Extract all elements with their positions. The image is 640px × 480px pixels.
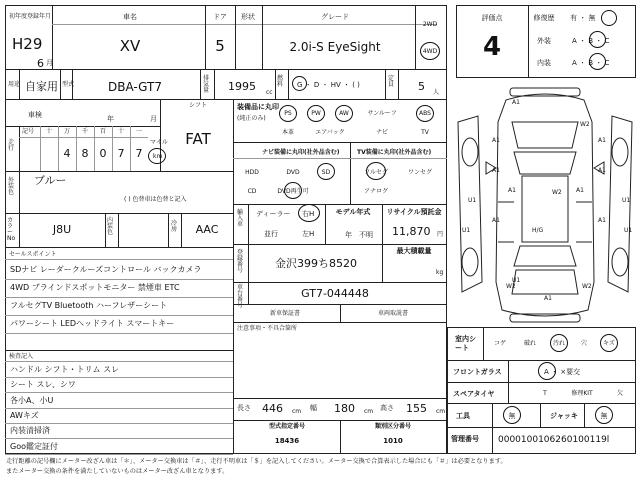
seat-option: コゲ <box>493 340 507 347</box>
length: 446 <box>262 402 283 415</box>
sales-point-line: パワーシート LEDヘッドライト スマートキー <box>10 319 175 328</box>
inspection-note-line: ハンドル シフト・トリム スレ <box>10 365 120 374</box>
mileage-divider <box>76 126 77 171</box>
damage-code-label: A1 <box>598 167 606 174</box>
max-load-label: 最大積載量 <box>396 247 432 255</box>
cc-unit: cc <box>266 89 273 96</box>
damage-code-label: W2 <box>506 283 516 290</box>
navi-item: DVD再生可 <box>277 188 309 195</box>
glass-a-circle <box>538 362 556 380</box>
exterior-label: 外装 <box>537 37 551 45</box>
tools-value: 無 <box>508 412 516 420</box>
recycle-yen: 円 <box>437 231 444 238</box>
equip-item-2: ナビ <box>375 129 389 136</box>
equip-subtitle: (純正のみ) <box>237 115 266 122</box>
capacity-label: 定員 <box>388 75 395 88</box>
type-label: 型式 <box>62 81 75 88</box>
right-h-circle <box>298 204 320 222</box>
mgmt-label: 管理番号 <box>451 435 479 443</box>
navi-title: ナビ装備に丸印(社外品含む) <box>262 149 340 156</box>
tv-item: フルセグ <box>364 169 388 176</box>
navi-item: SD <box>321 169 331 176</box>
capacity: 5 <box>418 80 425 93</box>
damage-code-label: A1 <box>492 217 500 224</box>
color-no-label: カラーNo <box>7 217 16 242</box>
damage-code-label: A1 <box>492 137 500 144</box>
damage-code-label: A1 <box>508 187 516 194</box>
mileage-digit: 7 <box>117 147 125 160</box>
sales-point-line: SDナビ レーダークルーズコントロール バックカメラ <box>10 265 202 274</box>
ac-label: 冷房 <box>171 220 178 233</box>
use: 自家用 <box>25 80 58 93</box>
mileage-digit-label: 千 <box>81 128 89 135</box>
inspection-month-label: 月 <box>150 115 157 123</box>
max-load-kg: kg <box>436 269 444 276</box>
footer-line2: またメーター交換の条件を満たしていないものはメーター改ざん車となります。 <box>6 468 229 475</box>
import-left-h: 左H <box>302 230 315 238</box>
mileage-divider <box>94 126 95 171</box>
tools-label: 工具 <box>456 412 470 420</box>
damage-code-label: U1 <box>462 227 471 234</box>
width: 180 <box>334 402 355 415</box>
equip-item: AW <box>339 110 349 117</box>
navi-item: HDD <box>245 169 259 176</box>
inspection-note-line: シート スレ、シワ <box>10 380 76 390</box>
fuel-label: 燃料 <box>277 75 284 88</box>
inspection-note-line: 内装清掃済 <box>10 426 50 436</box>
mileage-divider <box>40 126 41 171</box>
damage-code-label: H/G <box>532 227 544 234</box>
shift: FAT <box>185 130 211 148</box>
drive-2wd: 2WD <box>422 21 438 28</box>
first-reg-month: 6 <box>37 57 44 70</box>
repair-opts: 有 ・ 無 <box>570 14 596 22</box>
shape-label: 形状 <box>241 13 255 21</box>
spec-no: 18436 <box>274 437 300 445</box>
jack-value: 無 <box>600 412 608 420</box>
equip-item: サンルーフ <box>367 110 397 117</box>
seat-label: 室内シート <box>455 335 476 353</box>
interior-label: 内装 <box>537 59 551 67</box>
mileage-digit: 7 <box>135 147 143 160</box>
equip-item: PS <box>284 110 292 117</box>
use-label: 用途 <box>8 81 21 88</box>
interior-opts: A ・ B ・ C <box>572 59 610 67</box>
length-cm: cm <box>292 408 302 415</box>
damage-code-label: A1 <box>576 187 584 194</box>
mileage-digit-label: 万 <box>63 128 71 135</box>
damage-code-label: U1 <box>468 197 477 204</box>
exterior-color-label: 外装色 <box>8 177 15 196</box>
mileage-digit: 8 <box>81 147 89 160</box>
inspection-label: 車検 <box>28 111 42 119</box>
grade: 2.0i-S EyeSight <box>289 40 381 54</box>
first-reg-label: 初年度登録年月 <box>9 13 52 20</box>
import-parallel: 並行 <box>264 230 278 238</box>
footer-line1: 走行距離の記号欄にメーター改ざん車は「＊」、メーター交換車は「＃」、走行不明車は「＄」を記入してください。メーター交換で合算表示した場合にも「＃」は必要となります。 <box>6 458 507 465</box>
length-label: 長さ <box>237 404 251 412</box>
damage-code-label: U1 <box>622 197 631 204</box>
navi-item: DVD <box>286 169 300 176</box>
equip-item-2: エアバック <box>315 129 345 136</box>
inspection-note-line: AWキズ <box>10 410 39 420</box>
car-damage-diagram <box>452 82 638 330</box>
spare-option: T <box>543 390 547 397</box>
notes-line-rule <box>5 392 233 393</box>
mileage-digit-label: 百 <box>99 128 107 135</box>
mileage-digit-label: 十 <box>117 128 125 135</box>
model-name-label: 車名 <box>123 13 137 21</box>
notes-line-rule <box>5 438 233 439</box>
damage-code-label: A1 <box>512 99 520 106</box>
navi-sd-circle <box>317 163 335 180</box>
first-reg-era: H29 <box>12 35 43 53</box>
tv-title: TV装備に丸印(社外品含む) <box>357 149 432 156</box>
plate: 金沢399ち8520 <box>275 257 357 270</box>
navi-item: CD <box>247 188 257 195</box>
doors: 5 <box>215 37 225 55</box>
import-right-h: 右H <box>302 210 315 218</box>
equip-item-2: 本革 <box>281 129 295 136</box>
chassis: GT7-044448 <box>301 287 369 300</box>
seat-option: 汚れ <box>552 340 566 347</box>
inspection-year-label: 年 <box>107 115 114 123</box>
equip-item-2: TV <box>421 129 429 136</box>
drive-4wd-circle <box>420 42 440 60</box>
tv-fullseg-circle <box>366 162 386 180</box>
notes-line-rule <box>5 377 233 378</box>
spec-label: 型式指定番号 <box>268 423 306 430</box>
month-unit: 月 <box>46 59 53 67</box>
tv-item: ワンセグ <box>407 169 433 176</box>
equip-item: PW <box>311 110 321 117</box>
persons-unit: 人 <box>433 89 440 96</box>
damage-code-label: W2 <box>580 121 590 128</box>
sales-line-rule <box>5 333 233 334</box>
sales-line-rule <box>5 315 233 316</box>
width-cm: cm <box>364 408 374 415</box>
damage-code-label: A1 <box>492 167 500 174</box>
seat-scratch-circle <box>600 334 618 352</box>
mileage-header-line <box>19 137 148 138</box>
equip-circle <box>335 105 353 122</box>
model-year-label: モデル年式 <box>335 208 371 216</box>
mileage-divider <box>130 126 131 171</box>
displacement-label: 排気量 <box>203 75 210 94</box>
tools-none-circle <box>503 406 521 424</box>
mileage-digit: 0 <box>99 147 107 160</box>
mileage-digit-label: 十 <box>45 128 53 135</box>
inspection-note-line: 各小A、小U <box>10 395 54 405</box>
jack-label: ジャッキ <box>550 412 578 420</box>
notes-line-rule <box>5 423 233 424</box>
width-label: 幅 <box>310 404 317 412</box>
class-label: 類別区分番号 <box>374 423 412 430</box>
km-circle <box>148 148 166 164</box>
equip-circle <box>416 105 434 122</box>
mileage-divider <box>58 126 59 171</box>
navi-dvd-circle <box>284 182 302 199</box>
seat-option: キズ <box>603 340 615 347</box>
exterior-b-circle <box>589 31 606 48</box>
inspection-note-line: Goo鑑定証付 <box>10 441 58 451</box>
equip-circle <box>279 105 297 122</box>
notes-line-rule <box>5 408 233 409</box>
ac: AAC <box>195 223 219 236</box>
fuel: G ・ D ・ HV ・ ( ) <box>297 81 360 89</box>
sales-line-rule <box>5 279 233 280</box>
grade-label: グレード <box>321 13 349 21</box>
seat-option: 穴 <box>580 340 588 347</box>
recycle-amount: 11,870 <box>392 225 431 238</box>
exterior-opts: A ・ B ・ C <box>572 37 610 45</box>
jack-none-circle <box>595 406 613 424</box>
color-no: J8U <box>52 223 72 236</box>
spare-option: 欠 <box>616 390 624 397</box>
repair-label: 修復歴 <box>533 14 555 22</box>
seat-option: 破れ <box>523 340 537 347</box>
glass-opts: A ・ ×要交 <box>544 368 581 376</box>
warranty-label: 新車保証書 <box>269 310 301 317</box>
door-label: ドア <box>213 13 227 21</box>
class-no: 1010 <box>383 437 403 445</box>
displacement: 1995 <box>228 80 256 93</box>
inspection-notes-label: 検査記入 <box>9 353 34 360</box>
model-year: 年 不明 <box>345 231 373 239</box>
notes-title: 注意事項・不具合箇所 <box>237 325 298 332</box>
interior-b-circle <box>589 53 606 70</box>
exterior-color: ブルー <box>34 174 67 187</box>
height-label: 高さ <box>380 404 394 412</box>
damage-code-label: U1 <box>624 227 633 234</box>
seat-stain-circle <box>550 334 568 352</box>
damage-code-label: U1 <box>512 277 521 284</box>
shift-label: シフト <box>188 102 208 109</box>
damage-code-label: A1 <box>598 217 606 224</box>
import-dealer: ディーラー <box>256 210 291 218</box>
interior-label: 内装色 <box>107 217 114 236</box>
equip-item: ABS <box>419 110 431 117</box>
manual-label: 車両取説書 <box>377 310 409 317</box>
damage-code-label: W2 <box>552 189 562 196</box>
sales-line-rule <box>5 297 233 298</box>
mile-label: マイル <box>150 139 168 146</box>
glass-label: フロントガラス <box>453 368 502 376</box>
mileage-label: 走行 <box>8 139 15 152</box>
color-note: ( ) 色替車は色替と記入 <box>124 196 187 203</box>
sales-points-label: セールスポイント <box>9 251 57 258</box>
spare-option: 修理KIT <box>571 390 593 397</box>
mileage-divider <box>112 126 113 171</box>
plate-label: 登録番号 <box>237 249 244 274</box>
spare-label: スペアタイヤ <box>453 390 495 398</box>
mileage-digit-label: 一 <box>135 128 143 135</box>
score: 4 <box>482 32 502 62</box>
import-label: 輸入車 <box>237 209 244 228</box>
notes-line-rule <box>5 454 233 455</box>
tv-item: アナログ <box>363 188 389 195</box>
sales-point-line: 4WD ブラインドスポットモニター 禁煙車 ETC <box>10 283 180 292</box>
mgmt-no: 0000100106260100119l <box>498 435 610 445</box>
fuel-g-circle <box>292 76 307 91</box>
score-label: 評価点 <box>481 14 503 22</box>
damage-code-label: A1 <box>544 295 552 302</box>
sales-point-line: フルセグTV Bluetooth ハーフレザーシート <box>10 301 168 310</box>
repair-none-circle <box>601 10 617 26</box>
equip-title: 装備品に丸印 <box>237 103 279 111</box>
equip-circle <box>307 105 325 122</box>
mileage-digit-label: 記号 <box>21 128 35 135</box>
model-name: XV <box>119 37 141 55</box>
height: 155 <box>406 402 427 415</box>
recycle-label: リサイクル預託金 <box>386 208 442 216</box>
damage-code-label: W2 <box>582 283 592 290</box>
chassis-label: 車台番号 <box>237 284 244 309</box>
damage-code-label: A1 <box>598 137 606 144</box>
height-cm: cm <box>436 408 446 415</box>
km-label: km <box>153 153 163 160</box>
mileage-digit: 4 <box>63 147 71 160</box>
type-code: DBA-GT7 <box>107 80 163 94</box>
drive-4wd: 4WD <box>422 48 438 55</box>
